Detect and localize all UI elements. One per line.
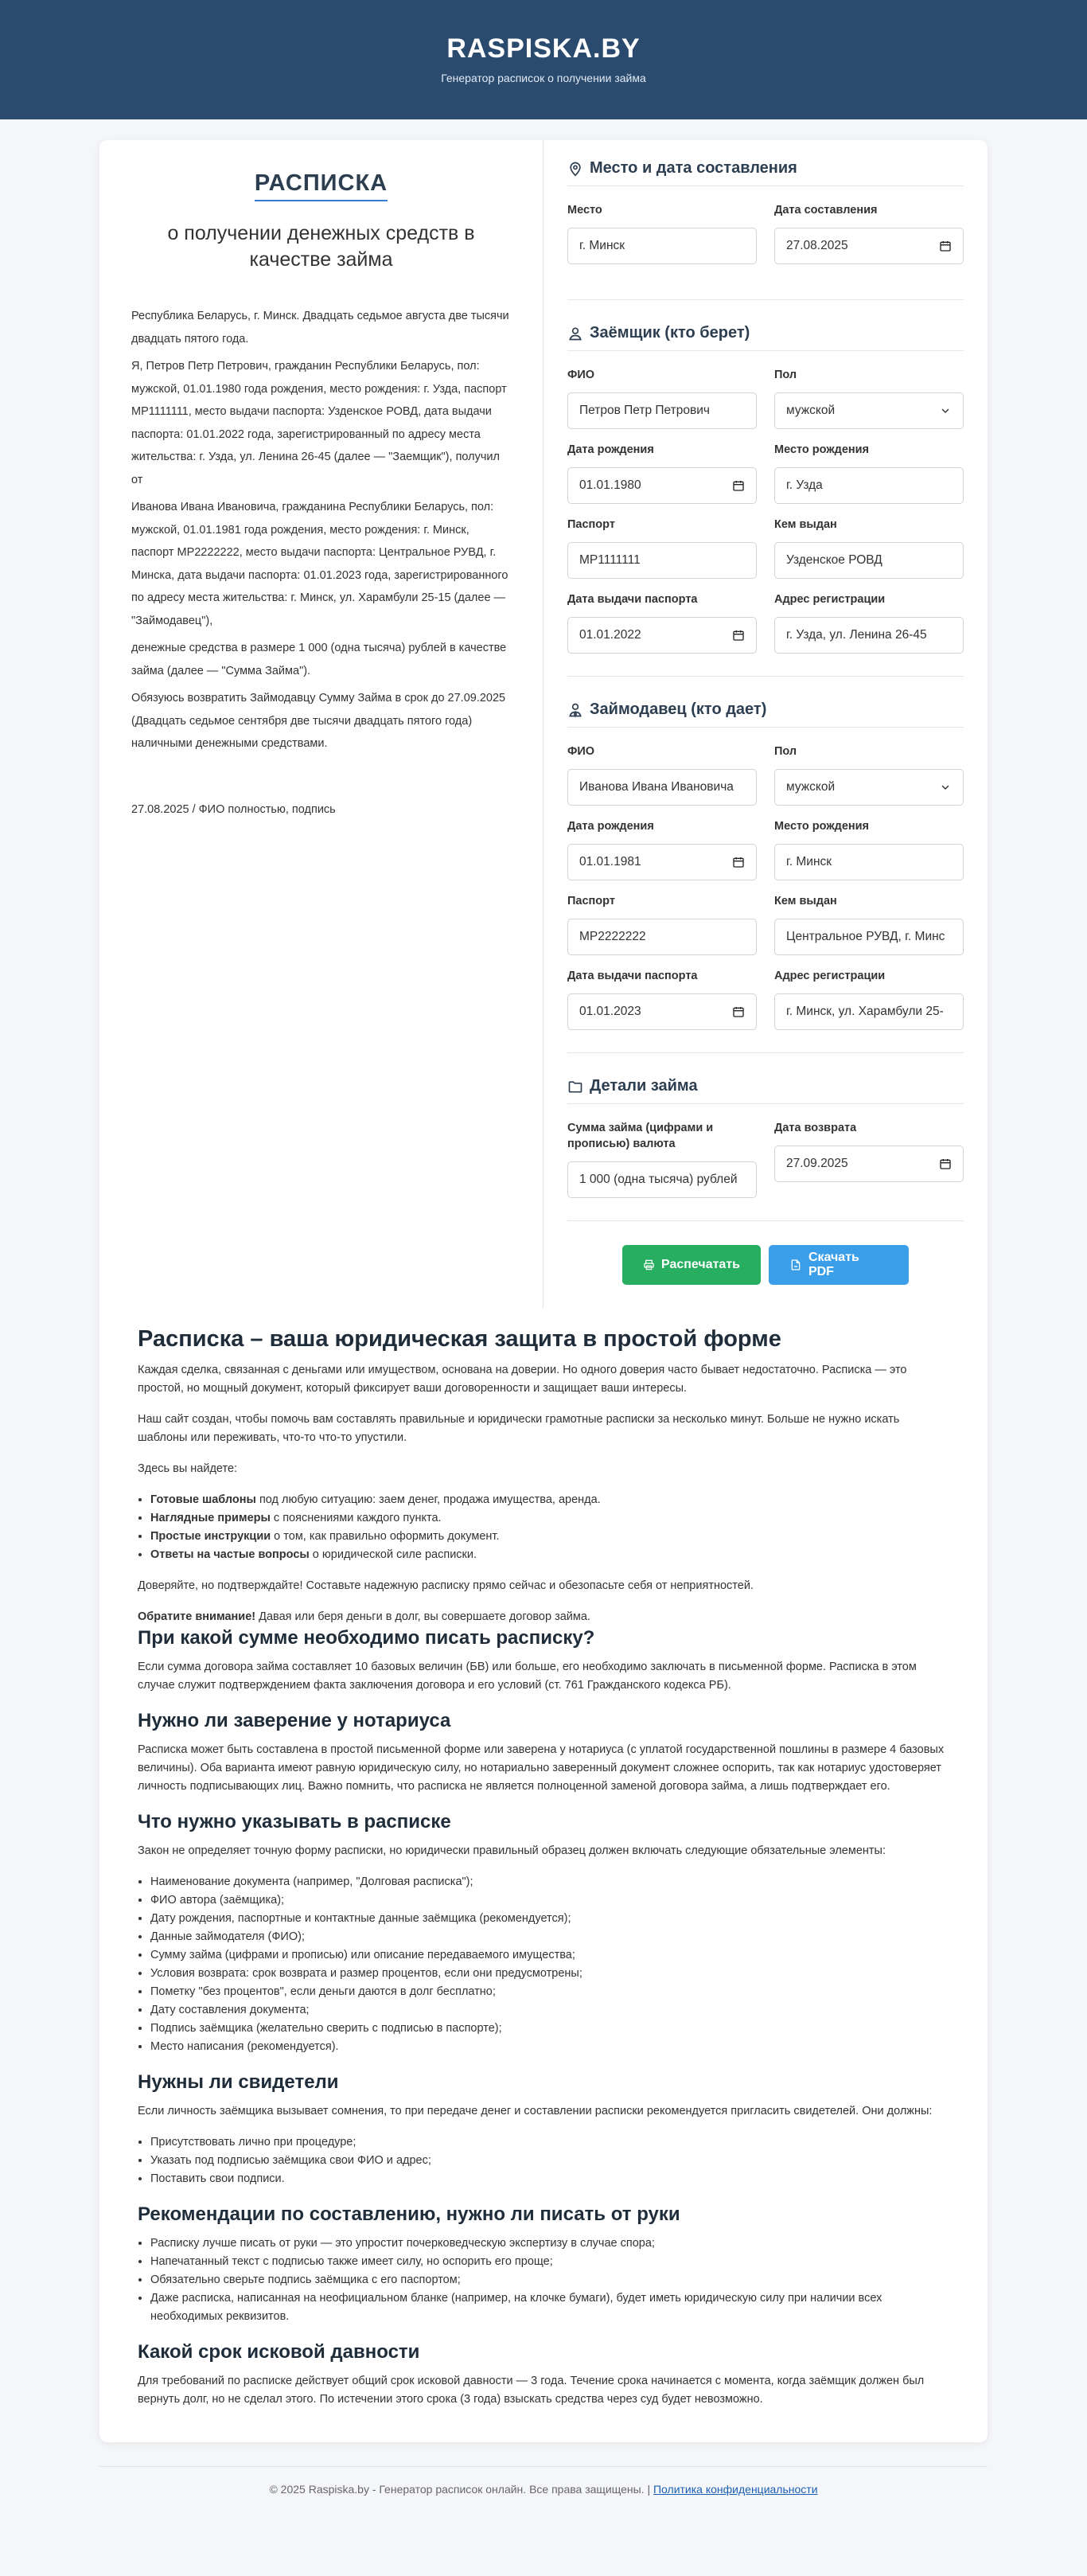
doc-paragraph: Обязуюсь возвратить Займодавцу Сумму Займа в срок до 27.09.2025 (Двадцать седьмое сентября две тысячи двадцать пятого года) наличными денежными средствами.: [131, 692, 506, 750]
loan-amount-label: Сумма займа (цифрами и прописью) валюта: [567, 1122, 714, 1150]
doc-paragraph: Я, Петров Петр Петрович, гражданин Республики Беларусь, пол: мужской, 01.01.1980 года рождения, место рождения: г. Узда, паспорт MP1111111, место выдачи паспорта: Узденское РОВД, дата выдачи паспорта: 01.01.2022 года, зарегистрированный по адресу места жительства: г. Узда, ул. Ленина 26-45 (далее — "Заемщик"), получил от: [131, 360, 507, 486]
section-heading: Нужно ли заверение у нотариуса: [138, 1710, 451, 1731]
list-item: • Наглядные примеры с пояснениями каждого пункта.: [150, 1509, 949, 1528]
site-subtitle: Генератор расписок о получении займа: [441, 72, 646, 84]
receipt-form: [544, 140, 988, 1309]
article-paragraph: Здесь вы найдете:: [138, 1462, 238, 1475]
lender-birthplace-label: Место рождения: [774, 820, 870, 833]
calendar-icon[interactable]: [732, 856, 745, 868]
attention-note: Обратите внимание! Давая или беря деньги в долг, вы совершаете договор займа.: [138, 1610, 590, 1623]
lender-issuer-label: Кем выдан: [774, 895, 837, 907]
borrower-birthplace-label: Место рождения: [774, 443, 870, 456]
printer-icon: [643, 1259, 655, 1271]
article-title: Расписка – ваша юридическая защита в простой форме: [138, 1326, 781, 1352]
borrower-address-label: Адрес регистрации: [774, 593, 886, 606]
loan-section-title: Детали займа: [567, 1077, 964, 1104]
document-preview: [99, 140, 544, 1309]
list-item: • ФИО автора (заёмщика);: [150, 1891, 949, 1910]
file-pdf-icon: [789, 1259, 802, 1271]
borrower-passport-label: Паспорт: [567, 518, 615, 531]
site-title[interactable]: RASPISKA.BY: [446, 33, 641, 64]
borrower-fio-label: ФИО: [567, 369, 595, 381]
date-label: Дата составления: [774, 204, 878, 217]
article-paragraph: Если сумма договора займа составляет 10 базовых величин (БВ) или больше, его необходимо заключать в письменной форме. Расписка в этом случае служит подтверждением факта заключения договора и его условий (ст. 761 Гражданского кодекса РБ).: [138, 1661, 917, 1692]
lender-issue-date-label: Дата выдачи паспорта: [567, 970, 698, 982]
lender-section-title: Займодавец (кто дает): [567, 701, 964, 728]
calendar-icon[interactable]: [732, 629, 745, 642]
borrower-address-input[interactable]: г. Узда, ул. Ленина 26-45: [774, 617, 964, 654]
lender-passport-input[interactable]: MP2222222: [567, 919, 757, 955]
list-item: • Наименование документа (например, "Долговая расписка");: [150, 1873, 949, 1891]
list-item: • Подпись заёмщика (желательно сверить с подписью в паспорте);: [150, 2020, 949, 2038]
lender-issue-date-input[interactable]: 01.01.2023: [567, 993, 757, 1030]
article-paragraph: Каждая сделка, связанная с деньгами или имуществом, основана на доверии. Но одного доверия часто бывает недостаточно. Расписка — это простой, но мощный документ, который фиксирует ваши договоренности и защищает ваши интересы.: [138, 1364, 907, 1395]
lender-address-label: Адрес регистрации: [774, 970, 886, 982]
list-item: • Условия возврата: срок возврата и размер процентов, если они предусмотрены;: [150, 1965, 949, 1983]
borrower-passport-input[interactable]: MP1111111: [567, 542, 757, 579]
list-item: • Обязательно сверьте подпись заёмщика с его паспортом;: [150, 2271, 949, 2289]
lender-birth-input[interactable]: 01.01.1981: [567, 844, 757, 880]
article-paragraph: Для требований по расписке действует общий срок исковой давности — 3 года. Течение срока начинается с момента, когда заёмщик должен был вернуть долг, но не сделал этого. По истечении этого срока (3 года) взыскать средства через суд будет невозможно.: [138, 2375, 925, 2406]
loan-return-label: Дата возврата: [774, 1122, 857, 1134]
print-button[interactable]: Распечатать: [622, 1245, 761, 1285]
main-card: [99, 140, 988, 2442]
doc-title: РАСПИСКА: [131, 170, 511, 201]
borrower-sex-select[interactable]: мужской: [774, 392, 964, 429]
list-item: • Простые инструкции о том, как правильно оформить документ.: [150, 1528, 949, 1546]
article-paragraph: Наш сайт создан, чтобы помочь вам составлять правильные и юридически грамотные расписки за несколько минут. Больше не нужно искать шаблоны или переживать, что-то что-то упустили.: [138, 1413, 900, 1444]
witnesses-list: [150, 2133, 949, 2188]
list-item: • Даже расписка, написанная на неофициальном бланке (например, на клочке бумаги), будет иметь юридическую силу при наличии всех необходимых реквизитов.: [150, 2289, 949, 2326]
article-paragraph: Если личность заёмщика вызывает сомнения, то при передаче денег и составлении расписки рекомендуется пригласить свидетелей. Они должны:: [138, 2105, 933, 2117]
place-section: [567, 159, 964, 300]
calendar-icon[interactable]: [939, 1157, 952, 1170]
list-item: • Присутствовать лично при процедуре;: [150, 2133, 949, 2152]
doc-signature: 27.08.2025 / ФИО полностью, подпись: [131, 802, 336, 816]
list-item: • Дату рождения, паспортные и контактные данные заёмщика (рекомендуется);: [150, 1910, 949, 1928]
chevron-down-icon: [939, 404, 952, 417]
section-heading: Нужны ли свидетели: [138, 2071, 339, 2093]
calendar-icon[interactable]: [732, 1005, 745, 1018]
copyright-text: © 2025 Raspiska.by - Генератор расписок онлайн. Все права защищены. |: [269, 2483, 651, 2496]
site-footer: [99, 2466, 988, 2527]
folder-icon: [567, 1079, 583, 1095]
doc-subtitle: о получении денежных средств в качестве займа: [167, 222, 475, 271]
list-item: • Готовые шаблоны под любую ситуацию: заем денег, продажа имущества, аренда.: [150, 1491, 949, 1509]
borrower-section: [567, 324, 964, 677]
lender-birthplace-input[interactable]: г. Минск: [774, 844, 964, 880]
info-article: [99, 1309, 988, 2409]
list-item: • Место написания (рекомендуется).: [150, 2038, 949, 2056]
recommendations-list: [150, 2234, 949, 2326]
section-heading: При какой сумме необходимо писать расписку?: [138, 1627, 595, 1649]
section-heading: Рекомендации по составлению, нужно ли писать от руки: [138, 2203, 680, 2225]
loan-amount-input[interactable]: 1 000 (одна тысяча) рублей: [567, 1161, 757, 1198]
section-heading: Какой срок исковой давности: [138, 2341, 420, 2363]
user-tie-icon: [567, 702, 583, 718]
lender-fio-label: ФИО: [567, 745, 595, 758]
date-input[interactable]: 27.08.2025: [774, 228, 964, 264]
borrower-sex-label: Пол: [774, 369, 797, 381]
download-pdf-button[interactable]: Скачать PDF: [769, 1245, 909, 1285]
borrower-birthplace-input[interactable]: г. Узда: [774, 467, 964, 504]
lender-section: [567, 701, 964, 1053]
doc-paragraph: Иванова Ивана Ивановича, гражданина Республики Беларусь, пол: мужской, 01.01.1981 года рождения, место рождения: г. Минск, паспорт MP2222222, место выдачи паспорта: Центральное РУВД, г. Минска, дата выдачи паспорта: 01.01.2023 года, зарегистрированного по адресу места жительства: г. Минск, ул. Харамбули 25-15 (далее — "Займодавец"),: [131, 501, 508, 627]
article-paragraph: Расписка может быть составлена в простой письменной форме или заверена у нотариуса (с уплатой государственной пошлины в размере 4 базовых величины). Оба варианта имеют равную юридическую силу, но нотариально заверенный документ сложнее оспорить, так как нотариус удостоверяет личность подписывающих лиц. Важно помнить, что расписка не является полноценной заменой договора займа, а лишь подтверждает его.: [138, 1743, 945, 1793]
privacy-policy-link[interactable]: Политика конфиденциальности: [653, 2483, 818, 2496]
list-item: • Ответы на частые вопросы о юридической силе расписки.: [150, 1546, 949, 1564]
section-heading: Что нужно указывать в расписке: [138, 1811, 451, 1832]
borrower-section-title: Заёмщик (кто берет): [567, 324, 964, 351]
borrower-issue-date-input[interactable]: 01.01.2022: [567, 617, 757, 654]
features-list: [150, 1491, 949, 1564]
calendar-icon[interactable]: [939, 240, 952, 252]
calendar-icon[interactable]: [732, 479, 745, 492]
site-header: [0, 0, 1087, 119]
list-item: • Напечатанный текст с подписью также имеет силу, но оспорить его проще;: [150, 2253, 949, 2271]
article-paragraph: Доверяйте, но подтверждайте! Составьте надежную расписку прямо сейчас и обезопасьте себя от неприятностей.: [138, 1579, 754, 1592]
place-section-title: Место и дата составления: [567, 159, 964, 186]
action-buttons: [567, 1245, 964, 1285]
list-item: • Поставить свои подписи.: [150, 2170, 949, 2188]
borrower-issue-date-label: Дата выдачи паспорта: [567, 593, 698, 606]
lender-issuer-input[interactable]: Центральное РУВД, г. Минс: [774, 919, 964, 955]
doc-body: [131, 305, 511, 755]
list-item: • Дату составления документа;: [150, 2001, 949, 2020]
lender-fio-input[interactable]: Иванова Ивана Ивановича: [567, 769, 757, 806]
borrower-birth-label: Дата рождения: [567, 443, 654, 456]
lender-sex-select[interactable]: мужской: [774, 769, 964, 806]
chevron-down-icon: [939, 781, 952, 794]
map-pin-icon: [567, 161, 583, 177]
article-paragraph: Закон не определяет точную форму расписки, но юридически правильный образец должен включать следующие обязательные элементы:: [138, 1844, 886, 1857]
place-input[interactable]: г. Минск: [567, 228, 757, 264]
loan-section: [567, 1077, 964, 1221]
borrower-fio-input[interactable]: Петров Петр Петрович: [567, 392, 757, 429]
doc-paragraph: Республика Беларусь, г. Минск. Двадцать седьмое августа две тысячи двадцать пятого года.: [131, 310, 509, 345]
borrower-issuer-label: Кем выдан: [774, 518, 837, 531]
list-item: • Указать под подписью заёмщика свои ФИО и адрес;: [150, 2152, 949, 2170]
list-item: • Сумму займа (цифрами и прописью) или описание передаваемого имущества;: [150, 1946, 949, 1965]
list-item: • Расписку лучше писать от руки — это упростит почерковедческую экспертизу в случае спора;: [150, 2234, 949, 2253]
lender-birth-label: Дата рождения: [567, 820, 654, 833]
user-icon: [567, 326, 583, 342]
requirements-list: [150, 1873, 949, 2056]
borrower-issuer-input[interactable]: Узденское РОВД: [774, 542, 964, 579]
loan-return-input[interactable]: 27.09.2025: [774, 1146, 964, 1182]
place-label: Место: [567, 204, 602, 217]
borrower-birth-input[interactable]: 01.01.1980: [567, 467, 757, 504]
list-item: • Пометку "без процентов", если деньги даются в долг бесплатно;: [150, 1983, 949, 2001]
doc-paragraph: денежные средства в размере 1 000 (одна тысяча) рублей в качестве займа (далее — "Сумма Займа").: [131, 642, 507, 677]
lender-address-input[interactable]: г. Минск, ул. Харамбули 25-: [774, 993, 964, 1030]
lender-sex-label: Пол: [774, 745, 797, 758]
lender-passport-label: Паспорт: [567, 895, 615, 907]
list-item: • Данные займодателя (ФИО);: [150, 1928, 949, 1946]
